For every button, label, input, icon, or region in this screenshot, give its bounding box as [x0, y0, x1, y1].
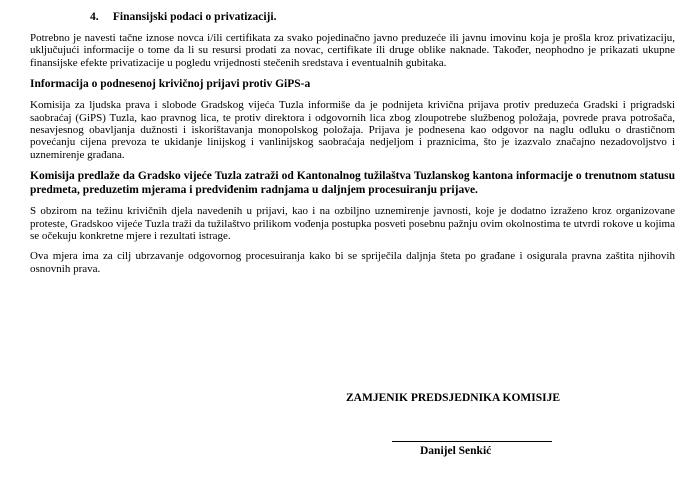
paragraph-criminal-report: Komisija za ljudska prava i slobode Gradskog vijeća Tuzla informiše da je podnijeta krivična prijava protiv preduzeća Gradski i prigradski saobraćaj (GiPS) Tuzla, kao pravnog lica, te protiv direktora i odgovornih lica zbog zloupotrebe službenog položaja, povrede prava potrošača, nesavjesnog obavljanja dužnosti i iskorištavanja monopolskog položaja. Prijava je podnesena kao odgovor na naglu odluku o drastičnom povećanju cijena prevoza te ukidanje linijskog i vanlinijskog saobraćaja nedjeljom i praznicima, što je izazvalo značajno nezadovoljstvo i uznemirenje građana. [30, 99, 675, 161]
document-page [30, 10, 675, 283]
section-number: 4. [90, 11, 99, 23]
paragraph-financial-data: Potrebno je navesti tačne iznose novca i/ili certifikata za svako pojedinačno javno preduzeće ili javnu imovinu koja je prošla kroz privatizaciju, uključujući informacije o tome da li su resursi prodati za novac, certifikate ili druge oblike naknade. Također, neophodno je prikazati ukupne finansijske efekte privatizacije u pogledu vrijednosti stečenih sredstava i eventualnih gubitaka. [30, 32, 675, 69]
paragraph-severity: S obzirom na težinu krivičnih djela navedenih u prijavi, kao i na ozbiljno uznemirenje javnosti, koje je dodatno izraženo kroz organizovane proteste, Gradskoo vijeće Tuzla traži da tužilaštvo prilikom vođenja postupka posveti posebnu pažnju ovim okolnostima te utvrdi rokove u kojima se očekuju konkretne mjere i rezultati istrage. [30, 205, 675, 243]
signatory-name: Danijel Senkić [420, 445, 492, 457]
section-heading [90, 10, 675, 24]
paragraph-proposal: Komisija predlaže da Gradsko vijeće Tuzla zatraži od Kantonalnog tužilaštva Tuzlanskog kantona informacije o trenutnom statusu predmeta, preduzetim mjerama i predviđenim radnjama u daljnjem procesuiranju prijave. [30, 170, 675, 197]
signature-line [392, 441, 552, 442]
section-title: Finansijski podaci o privatizaciji. [112, 11, 277, 23]
paragraph-goal: Ova mjera ima za cilj ubrzavanje odgovornog procesuiranja kako bi se spriječila daljnja šteta po građane i osigurala pravna zaštita njihovih osnovnih prava. [30, 250, 675, 275]
signature-block [346, 391, 646, 457]
signature-title: ZAMJENIK PREDSJEDNIKA KOMISIJE [346, 392, 561, 404]
subheading-criminal-report: Informacija o podnesenoj krivičnoj prijavi protiv GiPS-a [30, 78, 311, 91]
